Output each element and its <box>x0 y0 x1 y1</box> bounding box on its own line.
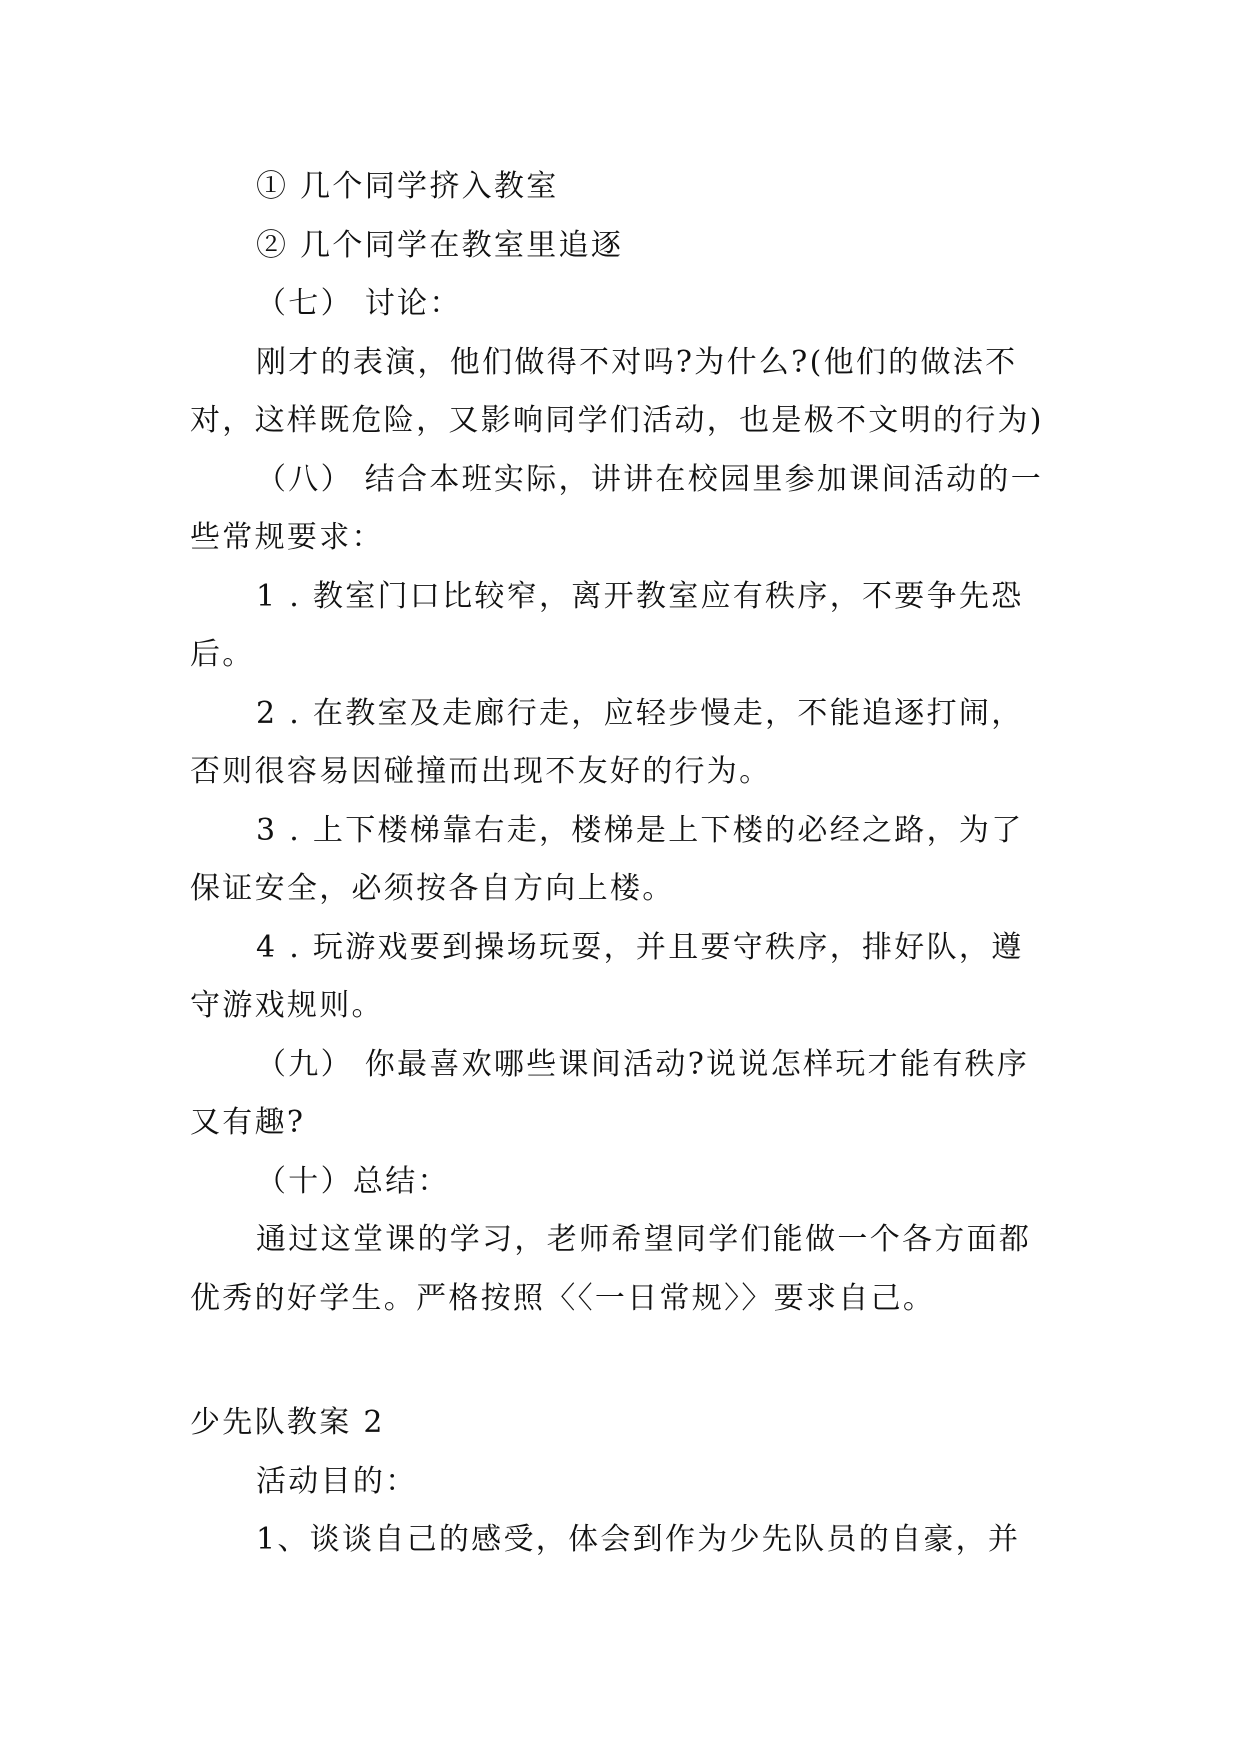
section-heading-discussion: （七） 讨论： <box>256 286 462 321</box>
activity-goal-heading: 活动目的： <box>256 1463 418 1499</box>
lesson-plan-title: 少先队教案 2 <box>190 1405 385 1440</box>
summary-paragraph: 通过这堂课的学习，老师希望同学们能做一个各方面都优秀的好学生。严格按照〈〈一日常规〉〉要求自己。 <box>190 1222 1032 1316</box>
section-heading-summary: （十）总结： <box>256 1163 450 1199</box>
document-page <box>190 158 1045 1570</box>
list-item-2: ② 几个同学在教室里追逐 <box>256 227 624 263</box>
discussion-paragraph: 刚才的表演，他们做得不对吗?为什么?(他们的做法不对，这样既危险，又影响同学们活动，也是极不文明的行为) <box>190 344 1044 438</box>
rule-item-1: 1 . 教室门口比较窄，离开教室应有秩序，不要争先恐后。 <box>190 578 1024 672</box>
section-heading-rules: （八） 结合本班实际，讲讲在校园里参加课间活动的一些常规要求： <box>190 461 1044 555</box>
rule-item-3: 3 . 上下楼梯靠右走，楼梯是上下楼的必经之路，为了保证安全，必须按各自方向上楼。 <box>190 812 1024 906</box>
rule-item-2: 2 . 在教室及走廊行走，应轻步慢走，不能追逐打闹，否则很容易因碰撞而出现不友好的行为。 <box>190 695 1024 789</box>
rule-item-4: 4 . 玩游戏要到操场玩耍，并且要守秩序，排好队，遵守游戏规则。 <box>190 929 1024 1023</box>
list-item-1: ① 几个同学挤入教室 <box>256 169 559 204</box>
section-heading-favorite-activities: （九） 你最喜欢哪些课间活动?说说怎样玩才能有秩序又有趣? <box>190 1046 1030 1140</box>
activity-goal-item-1: 1、谈谈自己的感受，体会到作为少先队员的自豪，并 <box>256 1522 1021 1557</box>
